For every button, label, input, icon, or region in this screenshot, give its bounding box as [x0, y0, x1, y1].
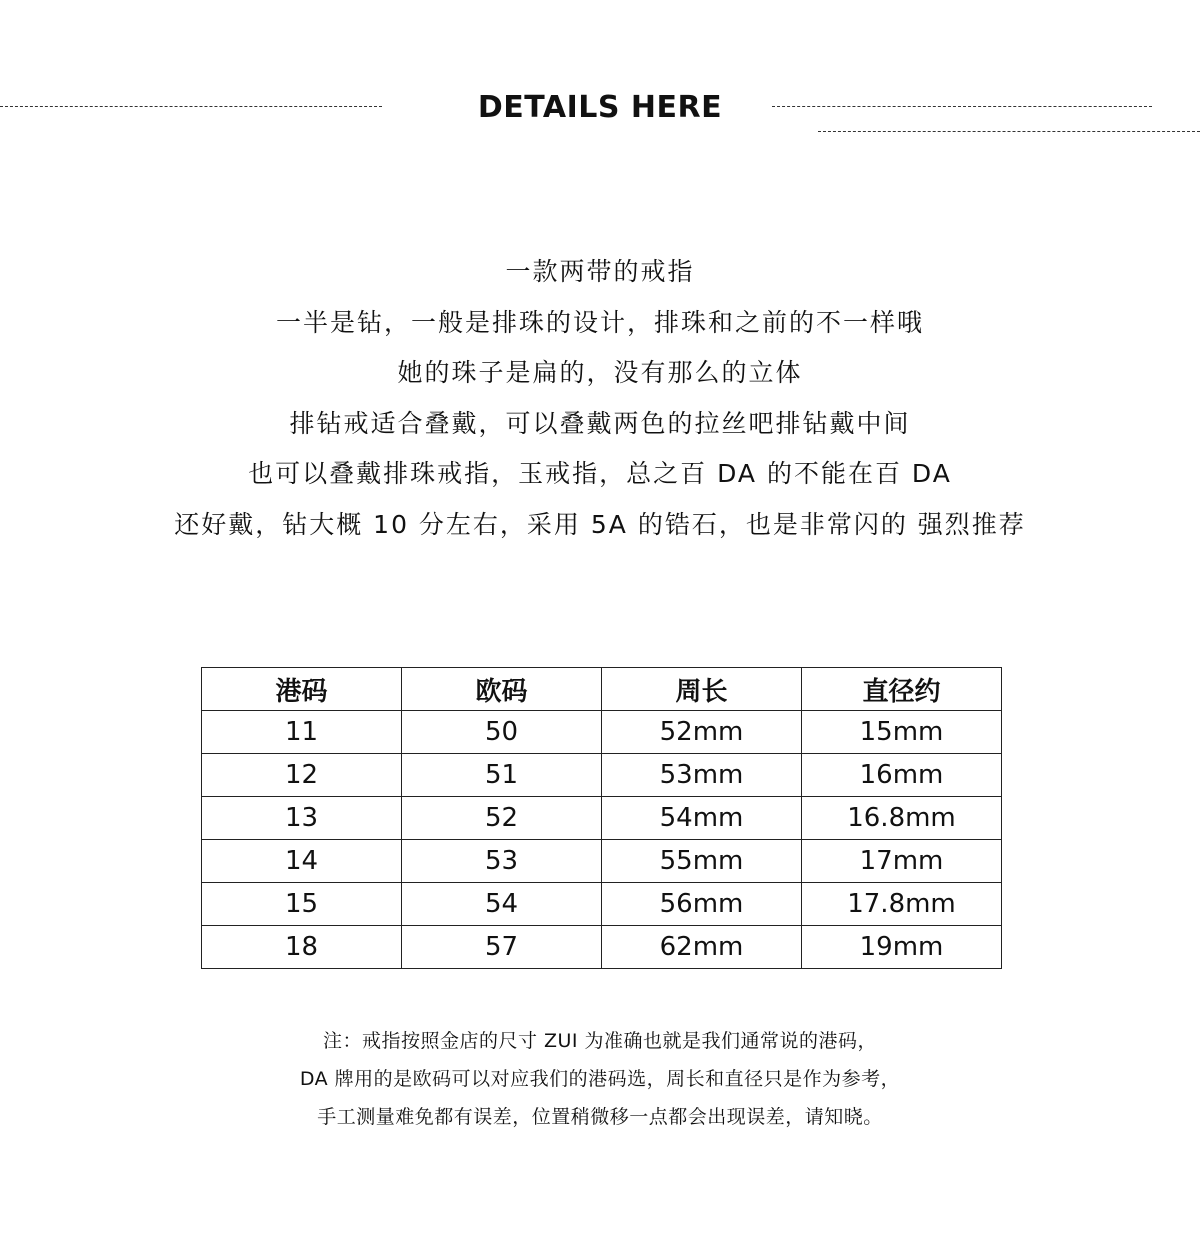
dashed-divider-right-bottom: [818, 131, 1200, 132]
table-cell: 56mm: [602, 883, 802, 926]
page-title: DETAILS HERE: [477, 90, 723, 125]
table-cell: 17.8mm: [802, 883, 1002, 926]
product-description: [0, 250, 1200, 553]
table-cell: 55mm: [602, 840, 802, 883]
note-line: 注：戒指按照金店的尺寸 ZUI 为准确也就是我们通常说的港码，: [322, 1030, 878, 1052]
table-cell: 53mm: [602, 754, 802, 797]
table-cell: 50: [402, 711, 602, 754]
description-line: 一半是钻，一般是排珠的设计，排珠和之前的不一样哦: [275, 307, 924, 337]
column-header-circumference: 周长: [602, 668, 802, 711]
table-row: [202, 883, 1002, 926]
table-cell: 11: [202, 711, 402, 754]
note-line: DA 牌用的是欧码可以对应我们的港码选，周长和直径只是作为参考，: [299, 1068, 901, 1090]
table-cell: 18: [202, 926, 402, 969]
table-cell: 53: [402, 840, 602, 883]
table-row: [202, 797, 1002, 840]
table-cell: 51: [402, 754, 602, 797]
table-cell: 54mm: [602, 797, 802, 840]
size-table: [201, 667, 1002, 969]
table-header-row: [202, 668, 1002, 711]
description-line: 她的珠子是扁的，没有那么的立体: [397, 358, 803, 387]
table-row: [202, 711, 1002, 754]
table-row: [202, 754, 1002, 797]
table-cell: 14: [202, 840, 402, 883]
description-line: 也可以叠戴排珠戒指，玉戒指，总之百 DA 的不能在百 DA: [248, 459, 952, 488]
table-cell: 15: [202, 883, 402, 926]
description-line: 还好戴，钻大概 10 分左右，采用 5A 的锆石，也是非常闪的 强烈推荐: [174, 509, 1026, 539]
column-header-hk-size: 港码: [202, 668, 402, 711]
table-cell: 52mm: [602, 711, 802, 754]
size-notes: [0, 1022, 1200, 1136]
table-cell: 52: [402, 797, 602, 840]
column-header-diameter: 直径约: [802, 668, 1002, 711]
table-row: [202, 840, 1002, 883]
table-cell: 12: [202, 754, 402, 797]
description-line: 一款两带的戒指: [505, 257, 695, 286]
table-cell: 16.8mm: [802, 797, 1002, 840]
table-cell: 62mm: [602, 926, 802, 969]
description-line: 排钻戒适合叠戴，可以叠戴两色的拉丝吧排钻戴中间: [289, 408, 911, 438]
table-cell: 19mm: [802, 926, 1002, 969]
table-cell: 16mm: [802, 754, 1002, 797]
table-cell: 17mm: [802, 840, 1002, 883]
table-cell: 15mm: [802, 711, 1002, 754]
table-cell: 57: [402, 926, 602, 969]
note-line: 手工测量难免都有误差，位置稍微移一点都会出现误差，请知晓。: [317, 1106, 883, 1128]
table-cell: 54: [402, 883, 602, 926]
table-row: [202, 926, 1002, 969]
table-cell: 13: [202, 797, 402, 840]
column-header-eu-size: 欧码: [402, 668, 602, 711]
